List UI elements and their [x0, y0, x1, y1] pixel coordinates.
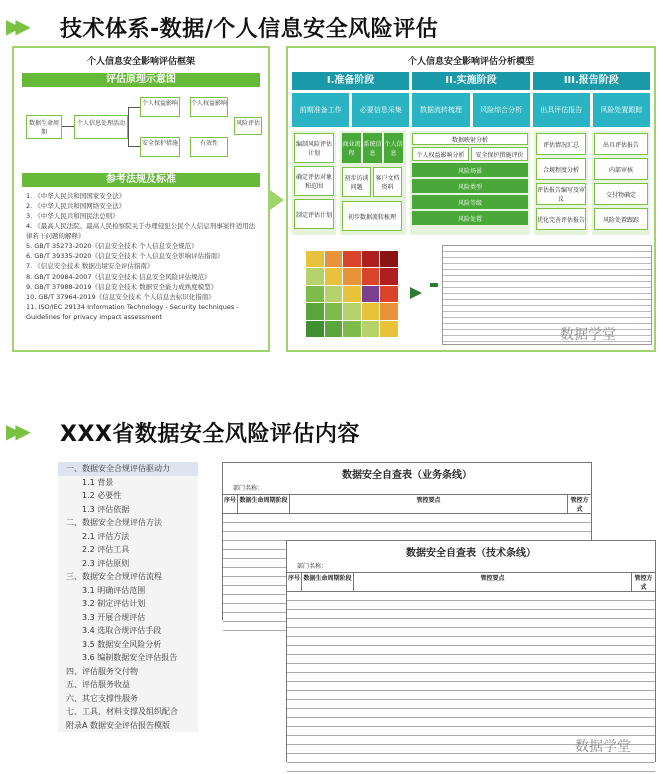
- col-collect: [340, 131, 406, 235]
- step-4: 风险综合分析: [473, 93, 530, 127]
- risk-heatmap: [306, 251, 398, 337]
- section1-arrows: ▶▶: [6, 14, 25, 38]
- step-5: 出具评估报告: [533, 93, 590, 127]
- ref-item: 3. 《中华人民共和国民法总则》: [26, 212, 119, 221]
- step-2: 必要信息采集: [352, 93, 409, 127]
- col3-item: 安全保护措施评价: [471, 147, 528, 161]
- col2-item: 初步访谈问题: [342, 167, 371, 197]
- section1-title: 技术体系-数据/个人信息安全风险评估: [60, 17, 439, 42]
- table2-col: 管控方式: [631, 573, 655, 591]
- col5-item: 风险处置跟踪: [594, 208, 648, 230]
- diagram-box-processing: 个人信息处理活动: [74, 115, 128, 139]
- col2-item: 初步数据流转梳理: [342, 201, 402, 231]
- table1-col: 管控方式: [567, 495, 591, 513]
- col4-item: 合规程度分析: [536, 158, 586, 180]
- col-analysis: [410, 131, 530, 235]
- col3-item: 风险等级: [412, 195, 528, 209]
- table2-header: [287, 572, 655, 592]
- step-1: 前期准备工作: [292, 93, 349, 127]
- phase-report: III.报告阶段: [533, 72, 650, 90]
- step-3: 数据流转梳理: [412, 93, 469, 127]
- col4-item: 评估情况汇总: [536, 133, 586, 155]
- toc-item[interactable]: 二、数据安全合规评估方法: [66, 518, 162, 527]
- phase-row: [292, 72, 650, 90]
- table2-col: 管控要点: [353, 573, 631, 591]
- principle-diagram: [22, 91, 260, 169]
- col2-item: 商业流程: [342, 133, 361, 163]
- ref-item: 9. GB/T 37988-2019《信息安全技术 数据安全能力成熟度模型》: [26, 282, 218, 291]
- ref-item: 6. GB/T 39335-2020《信息安全技术 个人信息安全影响评估指南》: [26, 252, 224, 261]
- col3-item: 风险类型: [412, 179, 528, 193]
- col1-item: 编制风险评估计划: [294, 133, 334, 163]
- diagram-box-impact: 个人权益影响: [140, 97, 180, 117]
- diagram-arrow: [62, 126, 74, 127]
- heatmap-arrow-stem: [430, 283, 438, 287]
- col5-item: 交付物确定: [594, 183, 648, 205]
- toc-item[interactable]: 一、数据安全合规评估驱动力: [58, 462, 198, 476]
- col-report: [592, 131, 650, 235]
- toc-item[interactable]: 三、数据安全合规评估流程: [66, 572, 162, 581]
- diagram-box-risk: 风险评估: [234, 117, 262, 135]
- col5-item: 出具评估报告: [594, 133, 648, 155]
- col1-item: 制定评估计划: [294, 199, 334, 229]
- ref-item: 2. 《中华人民共和国网络安全法》: [26, 202, 126, 211]
- col3-title: 数据映射分析: [412, 133, 528, 145]
- ref-item: 4. 《最高人民法院、最高人民检察院关于办理侵犯公民个人信息刑事案件适用法律若干问题的解释》: [26, 222, 256, 241]
- col-summary: [534, 131, 588, 235]
- toc-item[interactable]: 七、工具、材料支撑及组织配合: [66, 707, 178, 716]
- toc-subitem[interactable]: 3.5 数据安全风险分析: [82, 639, 162, 649]
- table1-col: 序号: [223, 497, 236, 504]
- toc-subitem[interactable]: 3.4 选取合规评估手段: [82, 626, 162, 635]
- refs-title: 参考法规及标准: [22, 173, 260, 187]
- table1-title: 数据安全自查表（业务条线）: [342, 470, 472, 481]
- toc-item[interactable]: 附录A 数据安全评估报告模版: [66, 720, 171, 730]
- col4-item: 评估报告编写及审议: [536, 183, 586, 205]
- col2-item: 客户文档资料: [373, 167, 402, 197]
- table1-col: 管控要点: [289, 495, 567, 513]
- toc-item[interactable]: 五、评估服务收益: [66, 680, 130, 689]
- refs-list: [26, 191, 256, 322]
- left-panel-title: 个人信息安全影响评估框架: [86, 57, 195, 67]
- table-technical: [286, 540, 656, 762]
- phase-prepare: I.准备阶段: [292, 72, 409, 90]
- detail-grid: [292, 131, 650, 235]
- phase-implement: II.实施阶段: [412, 72, 529, 90]
- section2-title: XXX省数据安全风险评估内容: [60, 422, 360, 447]
- col3-item: 风险处置: [412, 211, 528, 225]
- col2-item: 系统信息: [363, 133, 382, 163]
- diagram-box-impact2: 个人权益影响: [190, 97, 228, 117]
- table2-col: 序号: [287, 575, 300, 582]
- col-prepare: [292, 131, 336, 235]
- right-panel: [286, 46, 656, 352]
- watermark-2: 数据学堂: [575, 739, 631, 755]
- toc-subitem[interactable]: 2.3 评估原则: [82, 558, 130, 568]
- toc-subitem[interactable]: 3.6 编制数据安全评估报告: [82, 653, 178, 662]
- ref-item: 10. GB/T 37964-2019《信息安全技术 个人信息去标识化指南》: [26, 292, 215, 301]
- ref-item: 11. ISO/IEC 29134 Information Technology - Security techniques - Guidelines for privacy impact assessment: [26, 302, 239, 321]
- table2-title: 数据安全自查表（技术条线）: [406, 548, 536, 559]
- table1-col: 数据生命周期阶段: [237, 495, 289, 513]
- diagram-box-effectiveness: 有效性: [190, 137, 228, 157]
- right-panel-title: 个人信息安全影响评估分析模型: [407, 57, 534, 67]
- toc-subitem[interactable]: 3.1 明确评估范围: [82, 585, 146, 595]
- toc-subitem[interactable]: 1.3 评估依据: [82, 504, 130, 514]
- diagram-subtitle: 评估原理示意图: [22, 73, 260, 87]
- toc-subitem[interactable]: 3.3 开展合规评估: [82, 612, 146, 622]
- section2-arrows: ▶▶: [6, 419, 25, 443]
- toc-item[interactable]: 四、评估服务交付物: [66, 666, 138, 676]
- toc-subitem[interactable]: 2.2 评估工具: [82, 545, 130, 554]
- toc-subitem[interactable]: 3.2 制定评估计划: [82, 599, 146, 608]
- step-6: 风险处置跟踪: [593, 93, 650, 127]
- table2-col: 数据生命周期阶段: [301, 573, 353, 591]
- table2-dept: 部门名称：: [297, 563, 328, 570]
- left-panel: [12, 46, 270, 352]
- analysis-table-image: [442, 245, 652, 345]
- connector-arrow: [270, 190, 284, 210]
- col5-item: 内部审核: [594, 158, 648, 180]
- heatmap-arrow: [410, 287, 422, 299]
- steps-row: [292, 93, 650, 127]
- toc-subitem[interactable]: 2.1 评估方法: [82, 531, 130, 541]
- diagram-box-lifecycle: 数据生命周期: [26, 115, 62, 139]
- ref-item: 8. GB/T 20984-2007《信息安全技术 信息安全风险评估规范》: [26, 272, 211, 281]
- ref-item: 1. 《中华人民共和国国家安全法》: [26, 192, 126, 200]
- table1-header: [223, 494, 591, 514]
- col3-item: 个人权益影响分析: [412, 147, 469, 161]
- col1-item: 确定评估对象和范围: [294, 166, 334, 196]
- col2-item: 个人信息: [384, 133, 403, 163]
- toc-item[interactable]: 六、其它支撑性服务: [66, 693, 138, 703]
- ref-item: 7. 《信息安全技术 数据出境安全评估指南》: [26, 262, 154, 271]
- table1-dept: 部门名称：: [233, 485, 264, 492]
- col4-item: 优化完善评估报告: [536, 208, 586, 230]
- watermark-1: 数据学堂: [560, 327, 616, 343]
- toc-subitem[interactable]: 1.1 背景: [82, 477, 114, 487]
- diagram-box-measures: 安全保护措施: [140, 137, 180, 157]
- toc-panel: [58, 462, 198, 732]
- col3-item: 风险场景: [412, 163, 528, 177]
- ref-item: 5. GB/T 35273-2020《信息安全技术 个人信息安全规范》: [26, 242, 198, 251]
- diagram-bracket: [128, 107, 140, 147]
- toc-subitem[interactable]: 1.2 必要性: [82, 491, 122, 500]
